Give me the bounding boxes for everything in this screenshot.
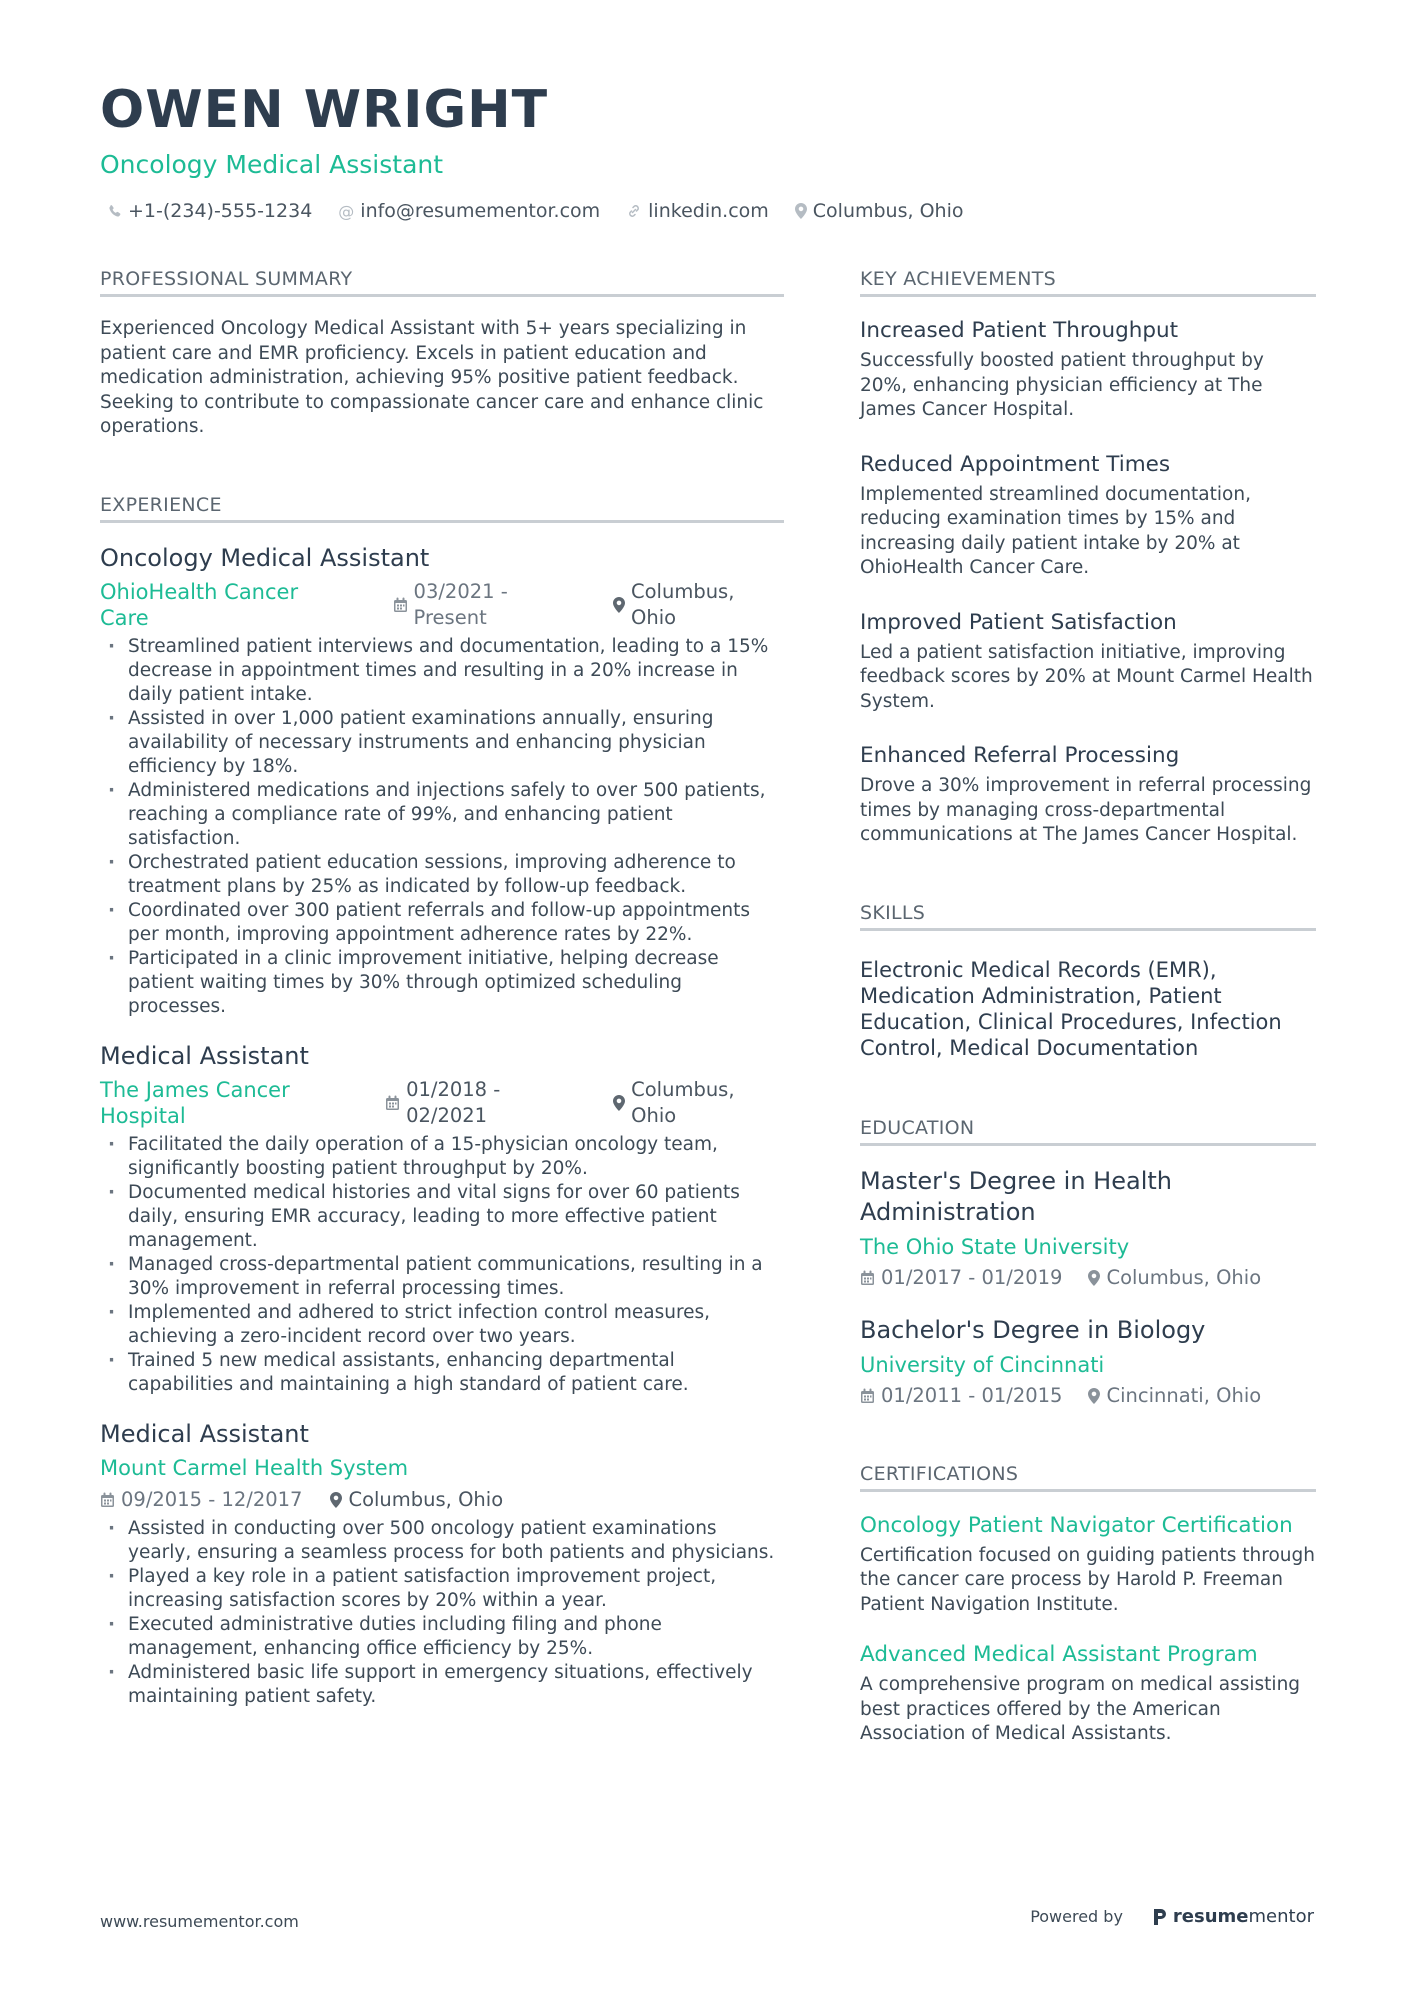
job-location-text: Columbus, Ohio — [631, 579, 735, 629]
bullet-item: · Managed cross-departmental patient communications, resulting in a 30% improvement in referral processing times. — [100, 1253, 784, 1301]
bullet-item: · Streamlined patient interviews and documentation, leading to a 15% decrease in appointment times and resulting in a 20% increase in daily patient intake. — [100, 635, 784, 707]
bullet-item: · Coordinated over 300 patient referrals and follow-up appointments per month, improving appointment adherence rates by 22%. — [100, 899, 784, 947]
link-icon — [626, 203, 642, 219]
achievement-desc: Led a patient satisfaction initiative, improving feedback scores by 20% at Mount Carmel Health System. — [860, 641, 1313, 712]
job-dates — [393, 579, 586, 631]
job-meta — [100, 579, 784, 631]
summary-text: Experienced Oncology Medical Assistant with 5+ years specializing in patient care and EMR proficiency. Excels in patient education and medication administration, achieving 95% positive patient feedback. Seeking to contribute to compassionate cancer care and enhance clinic operations. — [100, 318, 764, 437]
degree-title: Master's Degree in Health Administration — [860, 1166, 1172, 1226]
education-dates: 01/2017 - 01/2019 — [881, 1265, 1063, 1289]
achievement-item — [860, 317, 1316, 423]
job-location — [330, 1487, 503, 1513]
contact-linkedin[interactable] — [626, 200, 769, 222]
bullet-item: · Assisted in conducting over 500 oncology patient examinations yearly, ensuring a seamless process for both patients and physicians. — [100, 1517, 784, 1565]
job-location — [613, 1077, 784, 1129]
education-location: Columbus, Ohio — [1106, 1265, 1262, 1289]
job-dates-text: 09/2015 - 12/2017 — [121, 1487, 303, 1511]
calendar-icon — [385, 1095, 400, 1111]
location-pin-icon — [613, 597, 625, 613]
location-pin-icon — [795, 203, 807, 219]
bullet-item: · Administered medications and injections safely to over 500 patients, reaching a compliance rate of 99%, and enhancing patient satisfaction. — [100, 779, 784, 851]
candidate-title: Oncology Medical Assistant — [100, 150, 444, 179]
right-column — [860, 268, 1316, 1771]
bullet-item: · Executed administrative duties including filing and phone management, enhancing office efficiency by 25%. — [100, 1613, 784, 1661]
achievement-item — [860, 609, 1316, 715]
section-heading-achievements: KEY ACHIEVEMENTS — [860, 268, 1316, 297]
job-company-row — [100, 1455, 784, 1481]
education-meta — [860, 1265, 1316, 1291]
education-dates: 01/2011 - 01/2015 — [881, 1383, 1063, 1407]
achievement-desc: Successfully boosted patient throughput by 20%, enhancing physician efficiency at The James Cancer Hospital. — [860, 350, 1264, 420]
contact-bar — [108, 200, 989, 222]
phone-icon — [108, 204, 122, 218]
bullet-item: · Implemented and adhered to strict infection control measures, achieving a zero-incident record over two years. — [100, 1301, 784, 1349]
calendar-icon — [860, 1270, 875, 1286]
candidate-name: OWEN WRIGHT — [100, 80, 549, 140]
brand-light: mentor — [1248, 1906, 1314, 1927]
job-bullets — [100, 1133, 784, 1397]
achievement-title: Improved Patient Satisfaction — [860, 609, 1177, 635]
section-heading-experience: EXPERIENCE — [100, 494, 784, 523]
footer-branding — [1030, 1906, 1314, 1927]
bullet-item: · Trained 5 new medical assistants, enhancing departmental capabilities and maintaining a high standard of patient care. — [100, 1349, 784, 1397]
location-pin-icon — [1088, 1270, 1100, 1286]
certification-desc: Certification focused on guiding patients through the cancer care process by Harold P. Freeman Patient Navigation Institute. — [860, 1544, 1315, 1615]
education-item — [860, 1166, 1316, 1291]
bullet-item: · Administered basic life support in emergency situations, effectively maintaining patient safety. — [100, 1661, 784, 1709]
left-column — [100, 268, 784, 1731]
bullet-item: · Played a key role in a patient satisfaction improvement project, increasing satisfaction scores by 20% within a year. — [100, 1565, 784, 1613]
brand-bold: resume — [1172, 1906, 1249, 1927]
experience-item — [100, 1419, 784, 1709]
job-dates — [385, 1077, 585, 1129]
section-heading-skills: SKILLS — [860, 902, 1316, 931]
certification-item — [860, 1641, 1316, 1747]
email-text: info@resumementor.com — [360, 200, 601, 222]
job-title: Medical Assistant — [100, 1041, 309, 1070]
calendar-icon — [860, 1388, 875, 1404]
experience-item — [100, 1041, 784, 1397]
job-bullets — [100, 635, 784, 1019]
job-location — [613, 579, 784, 631]
at-icon: @ — [338, 201, 355, 221]
education-item — [860, 1315, 1316, 1409]
achievement-title: Increased Patient Throughput — [860, 318, 1179, 343]
job-dates — [100, 1487, 302, 1513]
phone-text: +1-(234)-555-1234 — [128, 200, 313, 222]
contact-email[interactable] — [338, 200, 600, 222]
degree-title: Bachelor's Degree in Biology — [860, 1315, 1206, 1344]
section-heading-summary: PROFESSIONAL SUMMARY — [100, 268, 784, 297]
section-heading-certifications: CERTIFICATIONS — [860, 1463, 1316, 1492]
job-bullets — [100, 1517, 784, 1709]
job-meta — [100, 1487, 784, 1513]
company-name: Mount Carmel Health System — [100, 1455, 409, 1480]
bullet-item: · Facilitated the daily operation of a 15-physician oncology team, significantly boosting patient throughput by 20%. — [100, 1133, 784, 1181]
job-location-text: Columbus, Ohio — [348, 1487, 504, 1511]
brand-logo-icon — [1153, 1908, 1167, 1926]
location-text: Columbus, Ohio — [812, 200, 964, 222]
bullet-item: · Participated in a clinic improvement initiative, helping decrease patient waiting times by 30% through optimized scheduling processes. — [100, 947, 784, 1019]
certification-desc: A comprehensive program on medical assisting best practices offered by the American Association of Medical Assistants. — [860, 1674, 1301, 1744]
certification-name: Advanced Medical Assistant Program — [860, 1642, 1258, 1667]
bullet-item: · Orchestrated patient education sessions, improving adherence to treatment plans by 25% as indicated by follow-up feedback. — [100, 851, 784, 899]
job-dates-text: 03/2021 - Present — [413, 579, 508, 629]
job-meta — [100, 1077, 784, 1129]
contact-location — [795, 200, 964, 222]
education-meta — [860, 1383, 1316, 1409]
linkedin-text: linkedin.com — [648, 200, 769, 222]
bullet-item: · Documented medical histories and vital signs for over 60 patients daily, ensuring EMR accuracy, leading to more effective patient management. — [100, 1181, 784, 1253]
school-name: University of Cincinnati — [860, 1352, 1105, 1377]
education-location: Cincinnati, Ohio — [1106, 1383, 1262, 1407]
achievement-desc: Implemented streamlined documentation, reducing examination times by 15% and increasing daily patient intake by 20% at OhioHealth Cancer Care. — [860, 483, 1251, 578]
job-dates-text: 01/2018 - 02/2021 — [406, 1077, 501, 1127]
bullet-item: · Assisted in over 1,000 patient examinations annually, ensuring availability of necessary instruments and enhancing physician efficiency by 18%. — [100, 707, 784, 779]
job-title: Medical Assistant — [100, 1419, 309, 1448]
certification-name: Oncology Patient Navigator Certification — [860, 1512, 1293, 1538]
certification-item — [860, 1512, 1316, 1618]
section-heading-education: EDUCATION — [860, 1117, 1316, 1146]
skills-text: Electronic Medical Records (EMR), Medication Administration, Patient Education, Clinical Procedures, Infection Control, Medical Documentation — [860, 957, 1282, 1060]
job-title: Oncology Medical Assistant — [100, 543, 430, 572]
achievement-title: Enhanced Referral Processing — [860, 743, 1180, 768]
company-name: OhioHealth Cancer Care — [100, 579, 299, 630]
achievement-item — [860, 451, 1316, 581]
footer-website[interactable]: www.resumementor.com — [100, 1912, 299, 1931]
experience-item — [100, 543, 784, 1019]
school-name: The Ohio State University — [860, 1234, 1130, 1259]
contact-phone[interactable] — [108, 200, 312, 222]
job-location-text: Columbus, Ohio — [631, 1077, 735, 1127]
location-pin-icon — [1088, 1388, 1100, 1404]
calendar-icon — [393, 597, 408, 613]
achievement-desc: Drove a 30% improvement in referral processing times by managing cross-departmental communications at The James Cancer Hospital. — [860, 775, 1312, 845]
calendar-icon — [100, 1492, 115, 1508]
company-name: The James Cancer Hospital — [100, 1077, 290, 1128]
achievement-item — [860, 742, 1316, 848]
brand-logo[interactable] — [1153, 1906, 1314, 1927]
achievement-title: Reduced Appointment Times — [860, 451, 1171, 477]
location-pin-icon — [330, 1492, 342, 1508]
location-pin-icon — [613, 1095, 625, 1111]
powered-by-label: Powered by — [1030, 1907, 1123, 1926]
